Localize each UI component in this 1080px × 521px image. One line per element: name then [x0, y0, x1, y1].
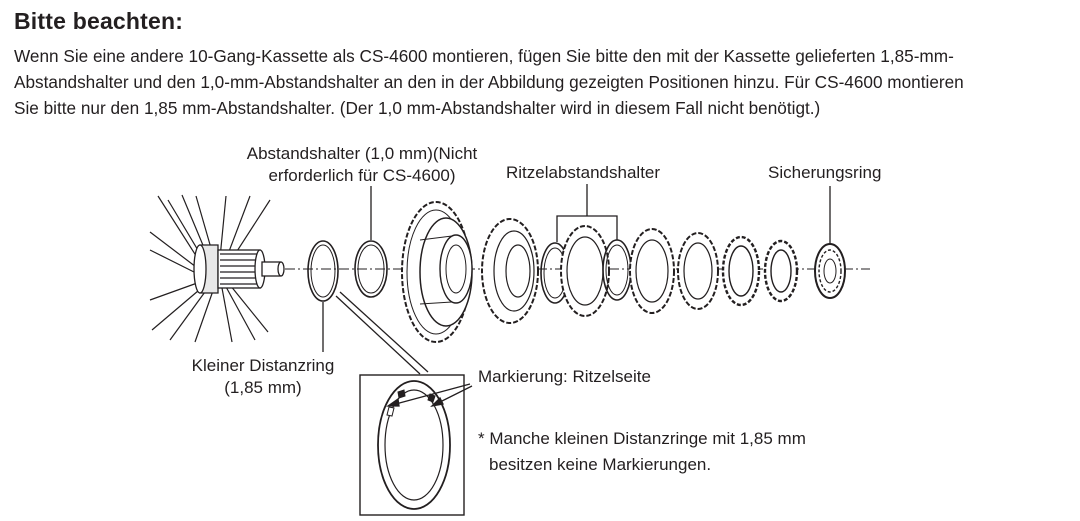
- label-marking: Markierung: Ritzelseite: [478, 367, 651, 386]
- footnote: * Manche kleinen Distanzringe mit 1,85 mm besitzen keine Markierungen.: [478, 429, 806, 474]
- label-sprocket-spacer: Ritzelabstandshalter: [506, 163, 661, 182]
- sprocket-icon: [765, 241, 797, 301]
- label-lockring: Sicherungsring: [768, 163, 882, 182]
- hub-freehub-icon: [194, 245, 284, 293]
- sprocket-icon: [630, 229, 674, 313]
- lockring-icon: [815, 244, 845, 298]
- marking-inset-box: [360, 375, 464, 515]
- notice-line: Sie bitte nur den 1,85 mm-Abstandshalter. (Der 1,0 mm-Abstandshalter wird in diesem Fall nicht benötigt.): [14, 98, 821, 118]
- notice-line: Wenn Sie eine andere 10-Gang-Kassette als CS-4600 montieren, fügen Sie bitte den mit der Kassette gelieferten 1,85-mm-: [14, 46, 954, 66]
- large-sprocket-carrier-icon: [402, 202, 472, 342]
- label-spacer-1mm: Abstandshalter (1,0 mm)(Nicht erforderlich für CS-4600): [246, 144, 478, 185]
- sprocket-icon: [482, 219, 538, 323]
- sprocket-icon: [561, 226, 609, 316]
- notice-title: Bitte beachten:: [14, 8, 184, 34]
- sprocket-icon: [678, 233, 718, 309]
- small-spacer-ring: [308, 241, 338, 301]
- notice-line: Abstandshalter und den 1,0-mm-Abstandshalter an den in der Abbildung gezeigten Positionen hinzu. Für CS-4600 montieren: [14, 72, 964, 92]
- label-small-spacer: Kleiner Distanzring (1,85 mm): [191, 356, 335, 397]
- sprocket-icon: [723, 237, 759, 305]
